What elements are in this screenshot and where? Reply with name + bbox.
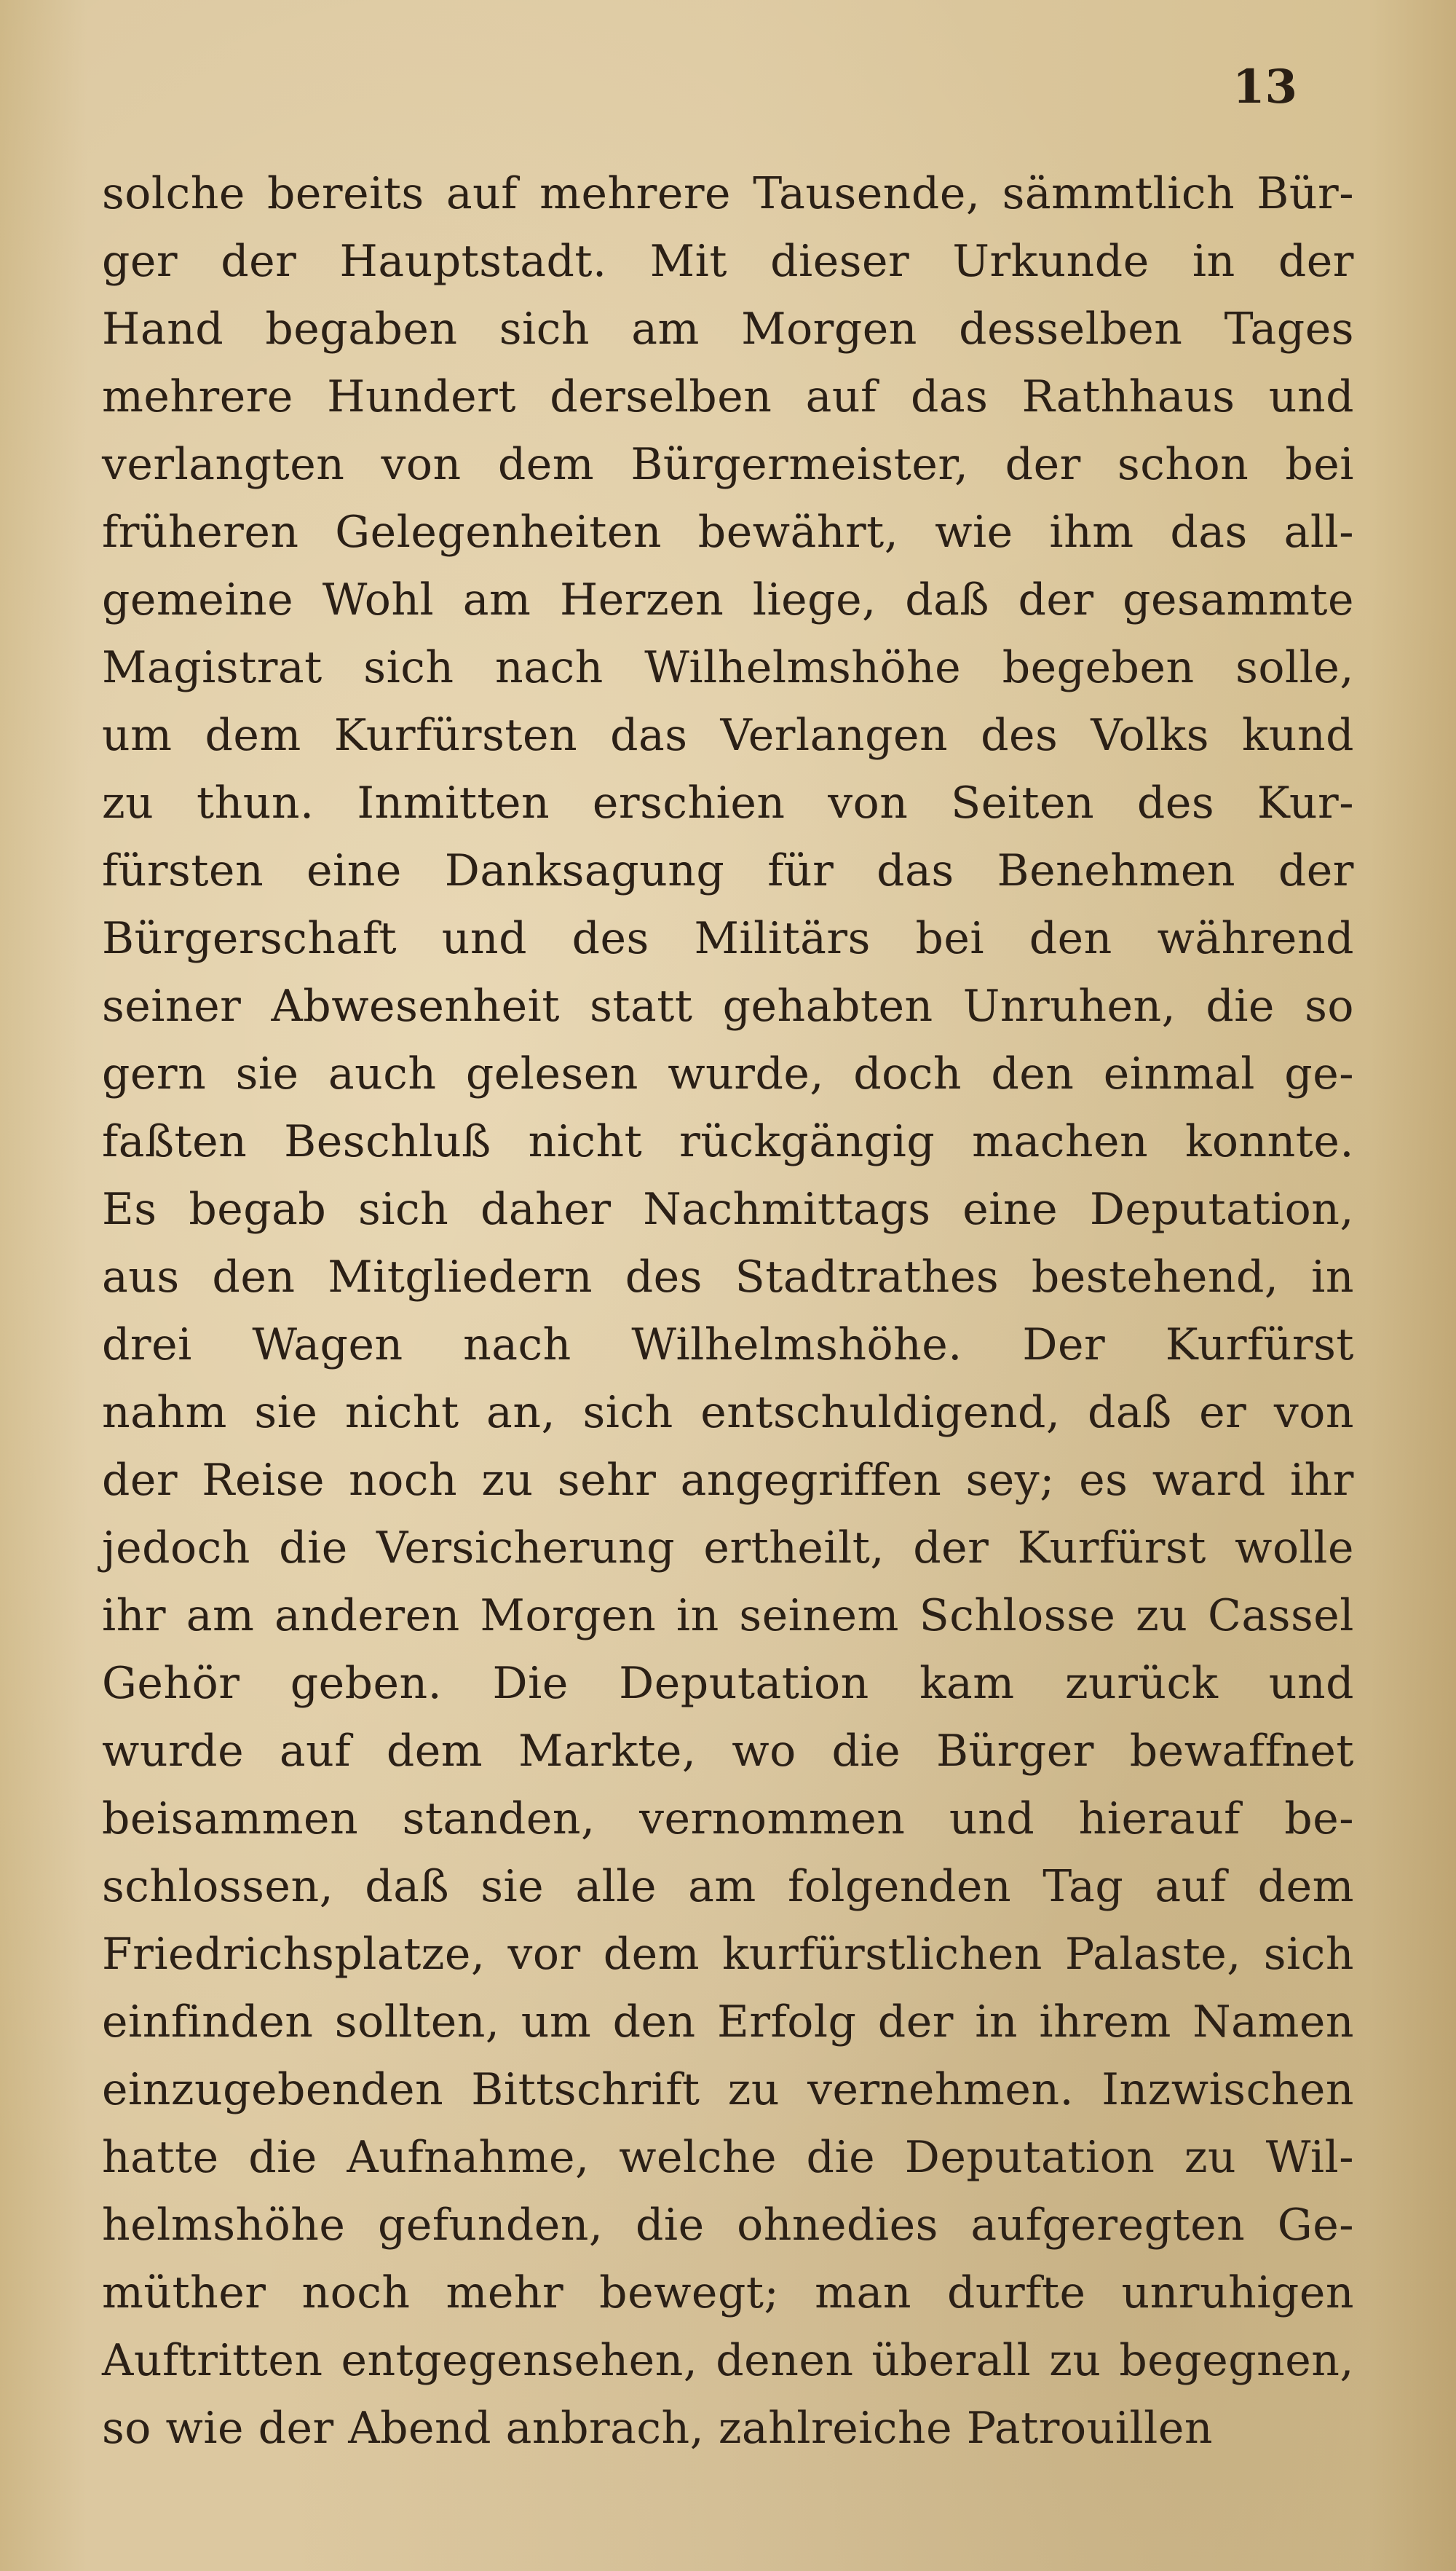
text-line: gemeine Wohl am Herzen liege, daß der gesammte	[102, 574, 1354, 625]
text-line: drei Wagen nach Wilhelmshöhe. Der Kurfürst	[102, 1319, 1354, 1370]
text-line: gern sie auch gelesen wurde, doch den einmal ge-	[102, 1048, 1354, 1099]
text-line: müther noch mehr bewegt; man durfte unruhigen	[102, 2267, 1354, 2318]
text-line: Hand begaben sich am Morgen desselben Tages	[102, 304, 1354, 355]
text-line: helmshöhe gefunden, die ohnedies aufgeregten Ge-	[102, 2200, 1354, 2251]
body-text	[102, 160, 1354, 2463]
text-line: einzugebenden Bittschrift zu vernehmen. Inzwischen	[102, 2064, 1354, 2115]
text-line: schlossen, daß sie alle am folgenden Tag auf dem	[102, 1861, 1354, 1912]
text-line: seiner Abwesenheit statt gehabten Unruhen, die so	[102, 981, 1354, 1032]
text-line: solche bereits auf mehrere Tausende, sämmtlich Bür-	[102, 168, 1354, 219]
text-line: nahm sie nicht an, sich entschuldigend, daß er von	[102, 1387, 1354, 1438]
text-line: ihr am anderen Morgen in seinem Schlosse zu Cassel	[102, 1590, 1354, 1641]
text-line: Es begab sich daher Nachmittags eine Deputation,	[102, 1184, 1354, 1235]
text-line: ger der Hauptstadt. Mit dieser Urkunde in der	[102, 236, 1354, 287]
text-line: so wie der Abend anbrach, zahlreiche Patrouillen	[102, 2403, 1213, 2454]
text-line: Magistrat sich nach Wilhelmshöhe begeben solle,	[102, 642, 1354, 693]
text-line: Friedrichsplatze, vor dem kurfürstlichen Palaste, sich	[102, 1929, 1354, 1980]
text-line: Auftritten entgegensehen, denen überall zu begegnen,	[102, 2335, 1354, 2386]
text-line: faßten Beschluß nicht rückgängig machen konnte.	[102, 1116, 1354, 1167]
text-line: Bürgerschaft und des Militärs bei den während	[102, 913, 1354, 964]
text-line: hatte die Aufnahme, welche die Deputation zu Wil-	[102, 2132, 1354, 2183]
text-line: mehrere Hundert derselben auf das Rathhaus und	[102, 371, 1354, 422]
text-line: einfinden sollten, um den Erfolg der in ihrem Namen	[102, 1997, 1354, 2047]
text-line: jedoch die Versicherung ertheilt, der Kurfürst wolle	[102, 1523, 1354, 1573]
text-line: fürsten eine Danksagung für das Benehmen der	[102, 845, 1354, 896]
text-line: früheren Gelegenheiten bewährt, wie ihm das all-	[102, 507, 1354, 558]
text-line: um dem Kurfürsten das Verlangen des Volks kund	[102, 710, 1354, 761]
text-line: verlangten von dem Bürgermeister, der schon bei	[102, 439, 1354, 490]
text-line: zu thun. Inmitten erschien von Seiten des Kur-	[102, 778, 1354, 829]
text-line: Gehör geben. Die Deputation kam zurück und	[102, 1658, 1354, 1709]
text-line: wurde auf dem Markte, wo die Bürger bewaffnet	[102, 1726, 1354, 1777]
text-line: der Reise noch zu sehr angegriffen sey; es ward ihr	[102, 1455, 1354, 1506]
page-number: 13	[1232, 60, 1297, 114]
text-line: aus den Mitgliedern des Stadtrathes bestehend, in	[102, 1252, 1354, 1303]
text-line: beisammen standen, vernommen und hierauf be-	[102, 1793, 1354, 1844]
